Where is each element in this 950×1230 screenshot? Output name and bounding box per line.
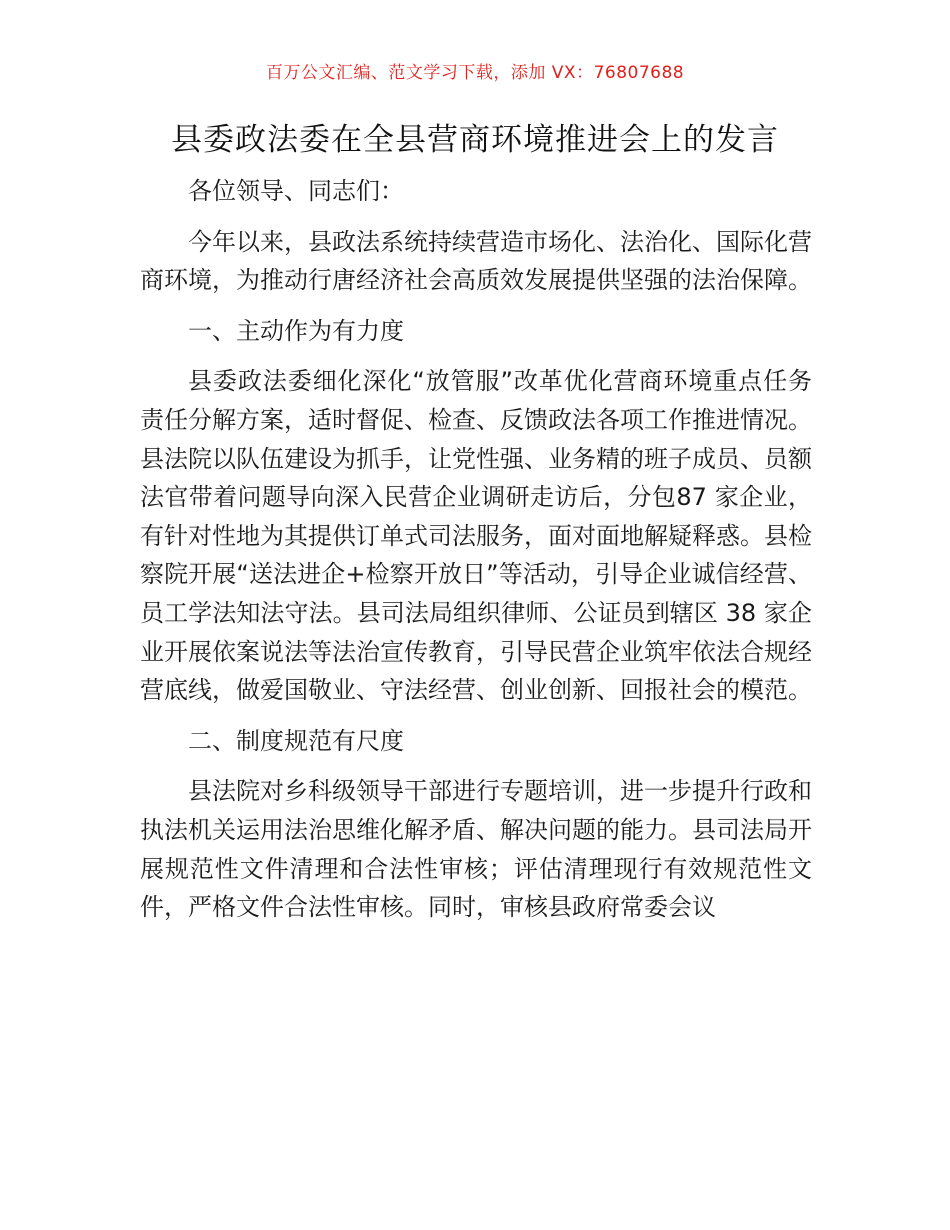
section-heading-2: 二、制度规范有尺度	[188, 726, 404, 755]
document-body	[140, 172, 812, 939]
section-heading-1: 一、主动作为有力度	[188, 316, 404, 345]
paragraph-intro: 今年以来，县政法系统持续营造市场化、法治化、国际化营商环境，为推动行唐经济社会高质效发展提供坚强的法治保障。	[140, 227, 812, 295]
paragraph-section-1: 县委政法委细化深化“放管服”改革优化营商环境重点任务责任分解方案，适时督促、检查、反馈政法各项工作推进情况。县法院以队伍建设为抓手，让党性强、业务精的班子成员、员额法官带着问题导向深入民营企业调研走访后，分包87 家企业，有针对性地为其提供订单式司法服务，面对面地解疑释惑。县检察院开展“送法进企+检察开放日”等活动，引导企业诚信经营、员工学法知法守法。县司法局组织律师、公证员到辖区 38 家企业开展依案说法等法治宣传教育，引导民营企业筑牢依法合规经营底线，做爱国敬业、守法经营、创业创新、回报社会的模范。	[140, 367, 812, 705]
header-watermark-note: 百万公文汇编、范文学习下载，添加 VX：76807688	[265, 63, 685, 83]
document-title: 县委政法委在全县营商环境推进会上的发言	[171, 122, 779, 158]
paragraph-section-2: 县法院对乡科级领导干部进行专题培训，进一步提升行政和执法机关运用法治思维化解矛盾、解决问题的能力。县司法局开展规范性文件清理和合法性审核；评估清理现行有效规范性文件，严格文件合法性审核。同时，审核县政府常委会议	[140, 777, 812, 922]
salutation: 各位领导、同志们：	[188, 177, 404, 205]
